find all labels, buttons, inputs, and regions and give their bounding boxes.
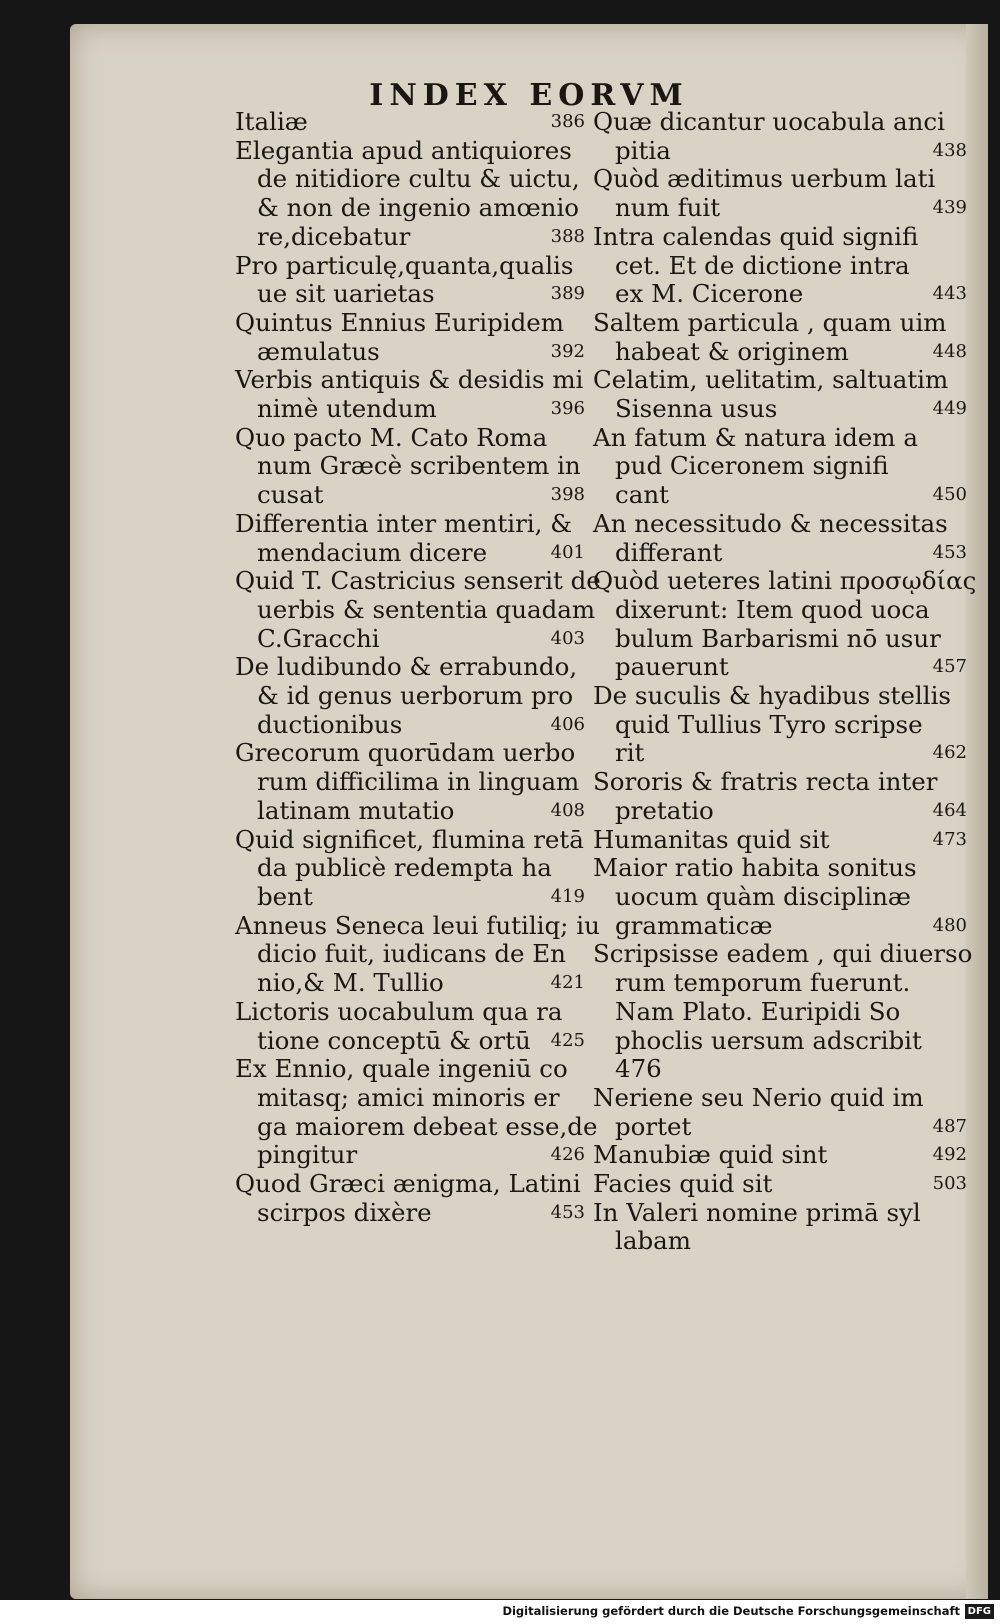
index-columns <box>235 108 975 1308</box>
index-entry <box>235 566 601 653</box>
index-entry-line: rit <box>615 738 645 768</box>
index-entry-line: An fatum & natura idem a <box>593 422 918 452</box>
index-entry-line: Differentia inter mentiri, & <box>235 508 573 538</box>
index-entry-line: 476 <box>615 1054 662 1084</box>
index-entry <box>235 424 585 510</box>
index-entry-line: Verbis antiquis & desidis mi <box>235 365 584 395</box>
index-entry-line: Elegantia apud antiquiores <box>235 135 572 165</box>
page-number: 438 <box>932 139 967 161</box>
index-entry-line: uerbis & sententia quadam <box>257 594 596 624</box>
index-entry-line: De ludibundo & errabundo, <box>235 652 578 682</box>
index-entry <box>593 424 967 510</box>
index-entry-line: ga maiorem debeat esse,de <box>257 1111 598 1141</box>
index-entry-line: Nam Plato. Euripidi So <box>615 996 901 1026</box>
index-entry <box>235 108 585 137</box>
page-number: 421 <box>550 972 585 994</box>
index-entry <box>235 826 585 912</box>
index-entry-line: Quo pacto M. Cato Roma <box>235 422 548 452</box>
page-number: 443 <box>932 283 967 305</box>
index-entry-line: Sororis & fratris recta inter <box>593 767 938 797</box>
index-entry-line: habeat & originem <box>615 336 849 366</box>
index-entry-line: Quod Græci ænigma, Latini <box>235 1169 581 1199</box>
index-entry-line: cant <box>615 480 669 510</box>
page-number: 450 <box>932 484 967 506</box>
index-entry <box>235 910 600 998</box>
index-entry <box>235 137 585 252</box>
index-entry <box>593 939 973 1084</box>
index-entry <box>593 223 967 309</box>
page-number: 453 <box>932 541 967 563</box>
index-entry <box>593 1170 967 1199</box>
index-entry-line: pud Ciceronem signifi <box>615 451 889 481</box>
index-entry-line: De suculis & hyadibus stellis <box>593 681 951 711</box>
index-entry-line: num Græcè scribentem in <box>257 451 581 481</box>
page-number: 388 <box>550 225 585 247</box>
page-number: 396 <box>550 398 585 420</box>
page-number: 487 <box>932 1115 967 1137</box>
index-entry-line: cusat <box>257 480 324 510</box>
index-entry <box>593 108 967 165</box>
index-entry-line: pauerunt <box>615 652 729 682</box>
index-entry-line: num fuit <box>615 193 721 223</box>
index-entry-line: labam <box>615 1226 691 1256</box>
index-entry <box>235 252 585 309</box>
index-entry-line: Quòd æditimus uerbum lati <box>593 164 936 194</box>
index-entry <box>235 653 585 739</box>
page-number: 398 <box>550 484 585 506</box>
index-entry-line: rum temporum fuerunt. <box>615 968 911 998</box>
index-entry <box>235 739 585 825</box>
page-number: 426 <box>550 1144 585 1166</box>
index-entry-line: de nitidiore cultu & uictu, <box>257 164 580 194</box>
page-number: 448 <box>932 340 967 362</box>
page-number: 425 <box>550 1029 585 1051</box>
index-entry-line: Intra calendas quid signifi <box>593 221 919 251</box>
index-entry-line: Quid significet, flumina retā <box>235 824 584 854</box>
page-number: 392 <box>550 340 585 362</box>
index-entry <box>235 1054 598 1170</box>
running-head: INDEX EORVM <box>369 78 689 113</box>
index-entry-line: Quid T. Castricius senserit de <box>235 566 601 596</box>
index-entry <box>593 1141 967 1170</box>
index-entry-line: grammaticæ <box>615 910 773 940</box>
index-entry-line: phoclis uersum adscribit <box>615 1025 922 1055</box>
index-entry-line: uocum quàm disciplinæ <box>615 881 911 911</box>
page-number: 473 <box>932 828 967 850</box>
index-entry-line: differant <box>615 537 723 567</box>
page-number: 386 <box>550 111 585 132</box>
index-entry-line: Manubiæ quid sint <box>593 1140 828 1170</box>
index-entry-line: Saltem particula , quam uim <box>593 307 947 337</box>
index-entry-line: re,dicebatur <box>257 221 411 251</box>
index-entry-line: rum difficilima in linguam <box>257 767 580 797</box>
index-entry-line: Italiæ <box>235 107 308 136</box>
index-entry-line: Scripsisse eadem , qui diuerso <box>593 939 973 969</box>
dfg-logo: DFG <box>965 1604 994 1619</box>
index-entry-line: Pro particulę,quanta,qualis <box>235 250 574 280</box>
index-entry <box>593 510 967 567</box>
index-entry-line: Quòd ueteres latini προσῳδίας <box>593 566 977 596</box>
index-entry-line: & id genus uerborum pro <box>257 681 574 711</box>
page-number: 439 <box>932 197 967 219</box>
page-number: 406 <box>550 713 585 735</box>
index-entry-line: Anneus Seneca leui futiliq; iu <box>235 910 600 940</box>
page-number: 492 <box>932 1144 967 1166</box>
index-entry-line: tione conceptū & ortū <box>257 1025 531 1055</box>
digitization-footer <box>0 1600 1000 1624</box>
index-entry-line: Sisenna usus <box>615 394 778 424</box>
index-entry-line: Ex Ennio, quale ingeniū co <box>235 1054 568 1084</box>
index-entry-line: Neriene seu Nerio quid im <box>593 1082 924 1112</box>
index-entry-line: nimè utendum <box>257 394 437 424</box>
index-entry <box>593 309 967 366</box>
index-entry-line: ex M. Cicerone <box>615 279 804 309</box>
index-entry-line: Maior ratio habita sonitus <box>593 853 917 883</box>
page-number: 453 <box>550 1201 585 1223</box>
index-entry <box>235 1170 585 1227</box>
index-entry <box>593 768 967 825</box>
index-entry-line: Humanitas quid sit <box>593 824 830 854</box>
index-entry <box>593 366 967 423</box>
index-entry <box>235 510 585 567</box>
page-number: 403 <box>550 627 585 649</box>
index-entry-line: quid Tullius Tyro scripse <box>615 709 923 739</box>
index-entry-line: pitia <box>615 135 671 165</box>
index-entry-line: Celatim, uelitatim, saltuatim <box>593 365 949 395</box>
index-entry-line: ue sit uarietas <box>257 279 435 309</box>
index-entry-line: portet <box>615 1111 692 1141</box>
index-entry <box>593 1084 967 1141</box>
index-entry-line: Quæ dicantur uocabula anci <box>593 107 945 136</box>
page-number: 503 <box>932 1173 967 1195</box>
index-entry-line: Facies quid sit <box>593 1169 773 1199</box>
index-column-left <box>235 107 601 1227</box>
page-number: 480 <box>932 914 967 936</box>
index-entry-line: dixerunt: Item quod uoca <box>615 594 930 624</box>
index-entry-line: Grecorum quorūdam uerbo <box>235 738 576 768</box>
page-number: 401 <box>550 541 585 563</box>
index-entry <box>593 566 977 682</box>
page-number: 408 <box>550 799 585 821</box>
page-number: 419 <box>550 885 585 907</box>
index-entry <box>593 682 967 768</box>
index-entry-line: bulum Barbarismi nō usur <box>615 623 941 653</box>
index-entry-line: scirpos dixère <box>257 1197 432 1227</box>
index-entry-line: mitasq; amici minoris er <box>257 1082 560 1112</box>
index-entry-line: C.Gracchi <box>257 623 380 653</box>
funding-note: Digitalisierung gefördert durch die Deutsche Forschungsgemeinschaft <box>502 1604 960 1618</box>
index-entry <box>235 309 585 366</box>
index-entry <box>235 366 585 423</box>
index-entry <box>235 998 585 1055</box>
index-entry <box>593 826 967 855</box>
index-entry <box>593 165 967 222</box>
index-entry-line: da publicè redempta ha <box>257 853 552 883</box>
page-number: 449 <box>932 398 967 420</box>
page-number: 464 <box>932 799 967 821</box>
index-entry-line: nio,& M. Tullio <box>257 968 444 998</box>
index-entry-line: Lictoris uocabulum qua ra <box>235 996 563 1026</box>
index-entry-line: latinam mutatio <box>257 795 455 825</box>
index-entry-line: pretatio <box>615 795 714 825</box>
index-entry-line: mendacium dicere <box>257 537 488 567</box>
index-entry-line: In Valeri nomine primā syl <box>593 1197 921 1227</box>
page-number: 457 <box>932 656 967 678</box>
page-number: 462 <box>932 742 967 764</box>
index-entry-line: cet. Et de dictione intra <box>615 250 910 280</box>
book-page <box>70 24 988 1599</box>
index-entry-line: pingitur <box>257 1140 358 1170</box>
index-entry-line: æmulatus <box>257 336 380 366</box>
page-number: 389 <box>550 283 585 305</box>
index-entry-line: dicio fuit, iudicans de En <box>257 939 566 969</box>
index-entry-line: Quintus Ennius Euripidem <box>235 307 565 337</box>
index-entry-line: An necessitudo & necessitas <box>593 508 948 538</box>
index-entry <box>593 854 967 940</box>
index-column-right <box>593 107 977 1256</box>
index-entry-line: ductionibus <box>257 709 403 739</box>
index-entry-line: bent <box>257 881 313 911</box>
index-entry <box>593 1199 967 1256</box>
index-entry-line: & non de ingenio amœnio <box>257 193 580 223</box>
